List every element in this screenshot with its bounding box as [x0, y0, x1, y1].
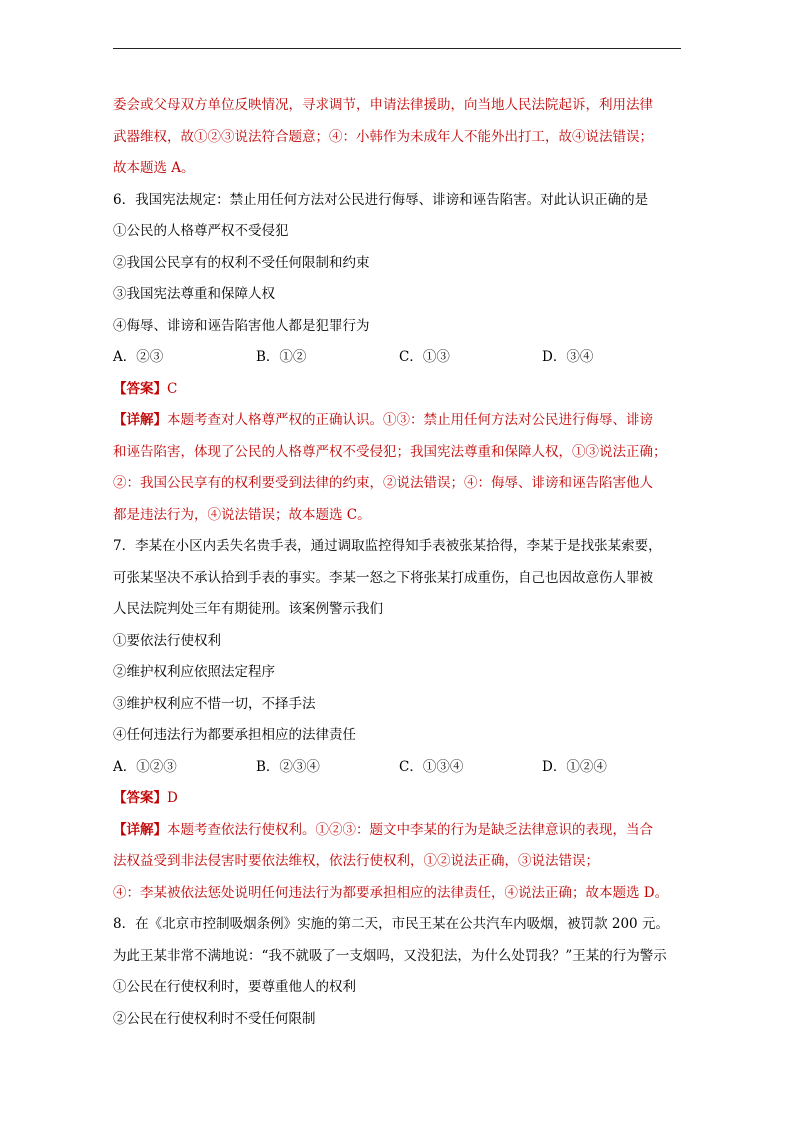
detail-line: [113, 437, 685, 469]
answer-line: [113, 374, 685, 406]
options-row: [113, 752, 685, 784]
option-choice: D．③④: [542, 349, 594, 365]
continuation-line: 故本题选 A。: [113, 160, 195, 176]
detail-text: 法权益受到非法侵害时要依法维权，依法行使权利，①②说法正确，③说法错误；: [113, 853, 599, 869]
answer-value: D: [167, 790, 178, 806]
statement-item: ②公民在行使权利时不受任何限制: [113, 1010, 316, 1027]
continuation-line: 委会或父母双方单位反映情况，寻求调节，申请法律援助，向当地人民法院起诉，利用法律: [113, 97, 653, 113]
option-choice: A．②③: [113, 349, 164, 365]
detail-text: ④：李某被依法惩处说明任何违法行为都要承担相应的法律责任，④说法正确；故本题选 D。: [113, 884, 669, 901]
detail-line: [113, 468, 685, 500]
option-choice: B．①②: [256, 349, 307, 365]
header-rule: [113, 48, 681, 49]
options-row: [113, 342, 685, 374]
statement-item: ①公民的人格尊严权不受侵犯: [113, 223, 289, 239]
continuation-line: 武器维权，故①②③说法符合题意；④：小韩作为未成年人不能外出打工，故④说法错误；: [113, 128, 653, 145]
detail-text: 都是违法行为，④说法错误；故本题选 C。: [113, 506, 371, 523]
detail-text: 和诬告陷害，体现了公民的人格尊严权不受侵犯；我国宪法尊重和保障人权，①③说法正确；: [113, 443, 667, 460]
statement-item: ②我国公民享有的权利不受任何限制和约束: [113, 254, 370, 271]
detail-line: [113, 500, 685, 532]
option-choice: B．②③④: [256, 758, 320, 775]
detail-text: 本题考查对人格尊严权的正确认识。①③：禁止用任何方法对公民进行侮辱、诽谤: [167, 412, 653, 428]
statement-item: ②维护权利应依照法定程序: [113, 664, 275, 680]
answer-tag: 【答案】: [113, 790, 167, 806]
statement-item: ④任何违法行为都要承担相应的法律责任: [113, 727, 356, 743]
detail-line: [113, 846, 685, 878]
question-stem: 8．在《北京市控制吸烟条例》实施的第二天，市民王某在公共汽车内吸烟，被罚款 200 元。: [113, 916, 669, 932]
page-content: [113, 90, 685, 1035]
statement-item: ③维护权利应不惜一切，不择手法: [113, 695, 316, 712]
option-choice: C．①③: [399, 349, 450, 365]
statement-item: ①要依法行使权利: [113, 632, 221, 649]
statement-item: ①公民在行使权利时，要尊重他人的权利: [113, 979, 356, 995]
detail-line: [113, 405, 685, 437]
statement-item: ③我国宪法尊重和保障人权: [113, 286, 275, 302]
answer-value: C: [167, 380, 178, 397]
detail-text: 本题考查依法行使权利。①②③：题文中李某的行为是缺乏法律意识的表现，当合: [167, 821, 653, 838]
detail-tag: 【详解】: [113, 821, 167, 838]
question-stem: 人民法院判处三年有期徒刑。该案例警示我们: [113, 601, 383, 617]
answer-tag: 【答案】: [113, 380, 167, 397]
detail-line: [113, 815, 685, 847]
detail-tag: 【详解】: [113, 412, 167, 428]
detail-line: [113, 878, 685, 910]
question-stem: 为此王某非常不满地说：“我不就吸了一支烟吗，又没犯法，为什么处罚我？”王某的行为警示: [113, 947, 667, 964]
statement-item: ④侮辱、诽谤和诬告陷害他人都是犯罪行为: [113, 317, 370, 334]
answer-line: [113, 783, 685, 815]
question-stem: 7．李某在小区内丢失名贵手表，通过调取监控得知手表被张某拾得，李某于是找张某索要，: [113, 538, 662, 554]
question-stem: 可张某坚决不承认拾到手表的事实。李某一怒之下将张某打成重伤，自己也因故意伤人罪被: [113, 569, 653, 586]
option-choice: D．①②④: [542, 758, 607, 775]
question-stem: 6．我国宪法规定：禁止用任何方法对公民进行侮辱、诽谤和诬告陷害。对此认识正确的是: [113, 191, 649, 208]
detail-text: ②：我国公民享有的权利要受到法律的约束，②说法错误；④：侮辱、诽谤和诬告陷害他人: [113, 475, 653, 491]
option-choice: A．①②③: [113, 758, 177, 775]
option-choice: C．①③④: [399, 758, 464, 775]
